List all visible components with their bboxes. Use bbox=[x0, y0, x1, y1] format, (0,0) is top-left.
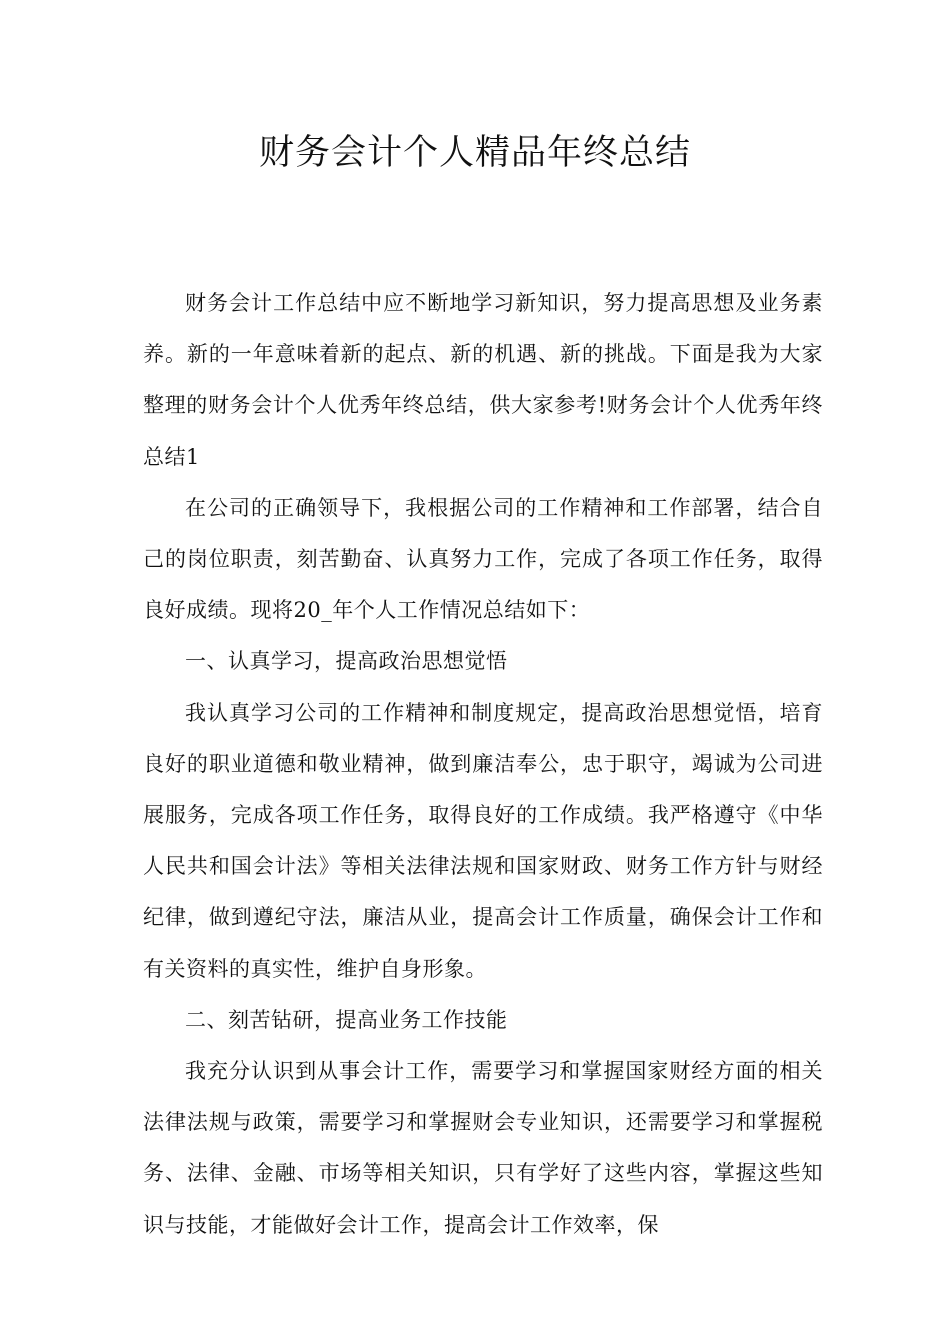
paragraph-section-2: 我充分认识到从事会计工作，需要学习和掌握国家财经方面的相关法律法规与政策，需要学习和掌握财会专业知识，还需要学习和掌握税务、法律、金融、市场等相关知识，只有学好了这些内容，掌握这些知识与技能，才能做好会计工作，提高会计工作效率，保 bbox=[143, 1059, 823, 1237]
paragraph-intro: 财务会计工作总结中应不断地学习新知识，努力提高思想及业务素养。新的一年意味着新的起点、新的机遇、新的挑战。下面是我为大家整理的财务会计个人优秀年终总结，供大家参考!财务会计个人优秀年终总结1 bbox=[143, 291, 823, 469]
paragraph-overview: 在公司的正确领导下，我根据公司的工作精神和工作部署，结合自己的岗位职责，刻苦勤奋、认真努力工作，完成了各项工作任务，取得良好成绩。现将20_年个人工作情况总结如下： bbox=[143, 495, 823, 623]
paragraph-section-1: 我认真学习公司的工作精神和制度规定，提高政治思想觉悟，培育良好的职业道德和敬业精神，做到廉洁奉公，忠于职守，竭诚为公司进展服务，完成各项工作任务，取得良好的工作成绩。我严格遵守《中华人民共和国会计法》等相关法律法规和国家财政、财务工作方针与财经纪律，做到遵纪守法，廉洁从业，提高会计工作质量，确保会计工作和有关资料的真实性，维护自身形象。 bbox=[143, 700, 823, 981]
document-body bbox=[143, 278, 823, 1251]
document-title: 财务会计个人精品年终总结 bbox=[258, 133, 691, 173]
section-heading-2: 二、刻苦钻研，提高业务工作技能 bbox=[185, 1007, 508, 1032]
section-heading-1: 一、认真学习，提高政治思想觉悟 bbox=[185, 649, 508, 674]
